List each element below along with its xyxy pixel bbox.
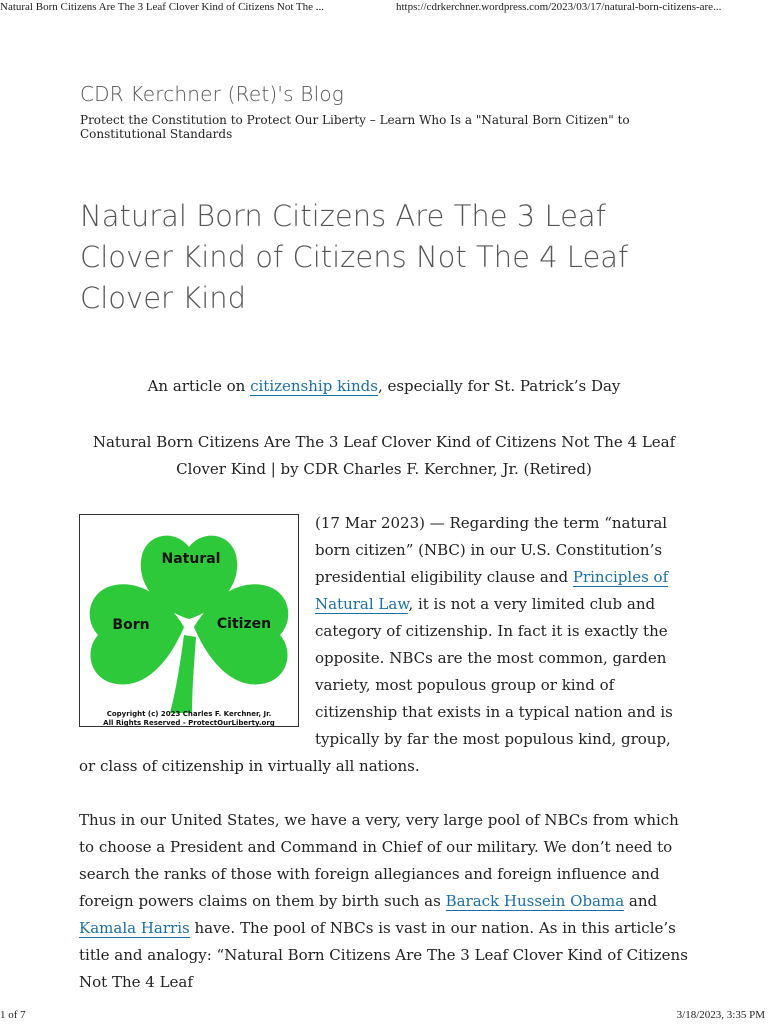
- copyright-line-1: Copyright (c) 2023 Charles F. Kerchner, Jr.: [106, 710, 272, 718]
- barack-obama-link[interactable]: Barack Hussein Obama: [445, 892, 625, 910]
- print-date: 3/18/2023, 3:35 PM: [676, 1009, 765, 1021]
- article-body: [79, 510, 691, 1023]
- leaf-label-citizen: Citizen: [216, 616, 272, 632]
- shamrock-image: [79, 514, 299, 727]
- print-header-url: https://cdrkerchner.wordpress.com/2023/03/17/natural-born-citizens-are...: [396, 1, 722, 13]
- print-footer: [0, 1008, 768, 1024]
- p2-text-a: Thus in our United States, we have a very, very large pool of NBCs from which to choose a President and Command in Chief of our military. We don’t need to search the ranks of those with foreign allegiances and foreign influence and foreign powers claims on them by birth such as: [79, 811, 679, 910]
- leaf-label-natural: Natural: [161, 551, 221, 567]
- p2-text-b: have. The pool of NBCs is vast in our nation. As in this article’s title and analogy: “Natural Born Citizens Are The 3 Leaf Clover Kind of Citizens Not The 4 Leaf: [79, 919, 688, 991]
- site-title-link[interactable]: CDR Kerchner (Ret)'s Blog: [80, 82, 344, 106]
- site-description: Protect the Constitution to Protect Our Liberty – Learn Who Is a "Natural Born Citizen" to Constitutional Standards: [80, 113, 630, 141]
- print-header: [0, 0, 768, 16]
- lead-suffix: , especially for St. Patrick’s Day: [377, 377, 621, 395]
- p1-text-a: (17 Mar 2023) — Regarding the term “natural born citizen” (NBC) in our U.S. Constitution’s presidential eligibility clause and: [315, 514, 668, 586]
- principles-natural-law-link[interactable]: Principles of Natural Law: [315, 568, 669, 613]
- shamrock-illustration: [80, 515, 298, 726]
- site-title[interactable]: [80, 82, 344, 106]
- citizenship-kinds-link[interactable]: citizenship kinds: [250, 377, 378, 395]
- post-title: Natural Born Citizens Are The 3 Leaf Clover Kind of Citizens Not The 4 Leaf Clover Kind: [80, 199, 629, 315]
- leaf-label-born: Born: [112, 617, 150, 633]
- copyright-line-2: All Rights Reserved - ProtectOurLiberty.org: [103, 719, 275, 726]
- lead-prefix: An article on: [147, 377, 251, 395]
- kamala-harris-link[interactable]: Kamala Harris: [79, 919, 190, 937]
- p2-and: and: [624, 892, 658, 910]
- lead-line: [0, 374, 768, 398]
- p1-text-b: , it is not a very limited club and category of citizenship. In fact it is exactly the opposite. NBCs are the most common, garden variety, most populous group or kind of citizenship that exists in a typical nation and is typically by far the most populous kind, group, or class of citizenship in virtually all nations.: [79, 595, 673, 775]
- paragraph-2: [79, 807, 691, 996]
- article-subtitle: Natural Born Citizens Are The 3 Leaf Clover Kind of Citizens Not The 4 Leaf Clover Kind | by CDR Charles F. Kerchner, Jr. (Retired): [92, 433, 676, 478]
- page-number: 1 of 7: [0, 1009, 26, 1021]
- print-header-title: Natural Born Citizens Are The 3 Leaf Clover Kind of Citizens Not The ...: [0, 1, 325, 13]
